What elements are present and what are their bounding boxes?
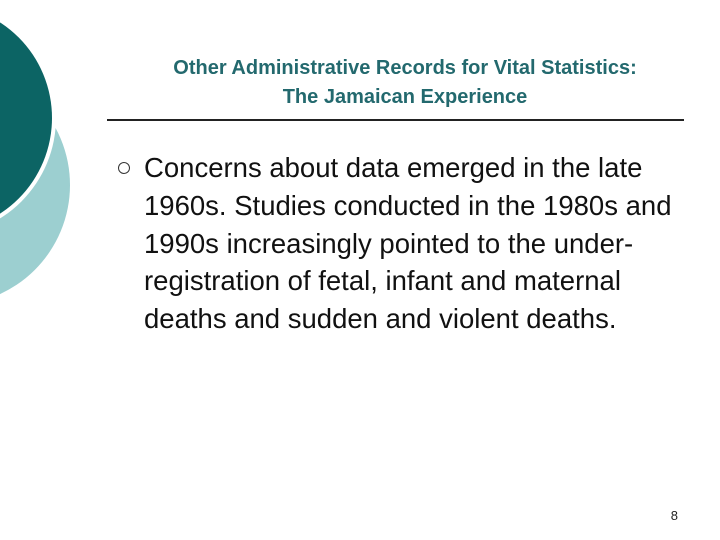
bullet-text: Concerns about data emerged in the late 1960s. Studies conducted in the 1980s and 1990s increasingly pointed to the under-registration of fetal, infant and maternal deaths and sudden and violent deaths.	[144, 152, 672, 335]
hollow-circle-bullet-icon	[118, 162, 130, 174]
slide-title-line-2: The Jamaican Experience	[282, 86, 528, 108]
bullet-item	[118, 149, 678, 338]
title-divider	[107, 119, 684, 121]
slide-title-line-1: Other Administrative Records for Vital Statistics:	[173, 57, 637, 79]
decorative-circles	[0, 0, 120, 300]
slide-title	[110, 54, 700, 112]
bullet-list	[118, 149, 678, 338]
page-number: 8	[670, 508, 678, 523]
